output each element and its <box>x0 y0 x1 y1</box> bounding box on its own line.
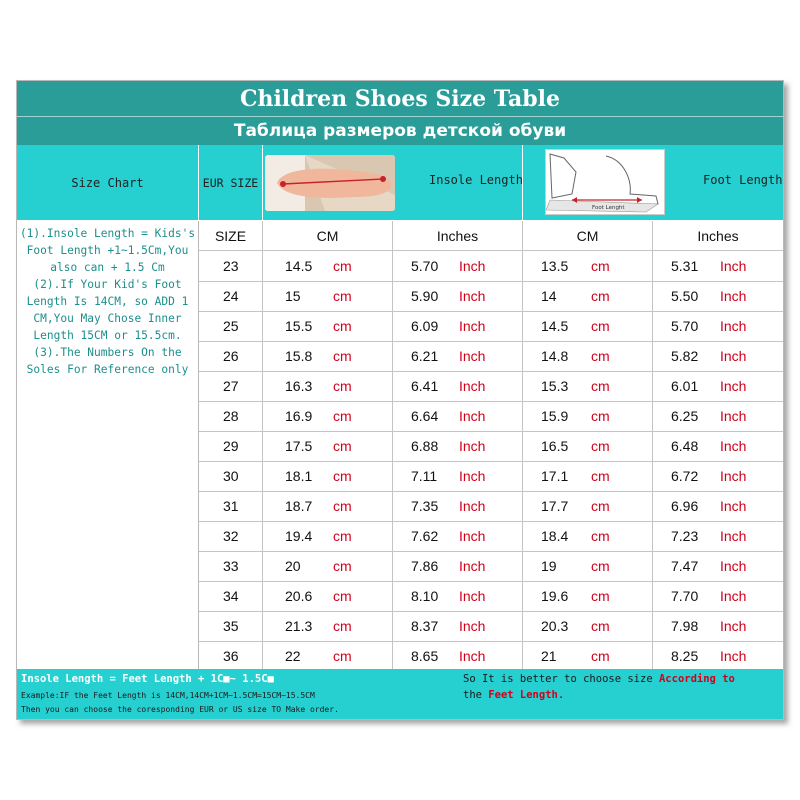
unit-inch-label: Inch <box>720 498 747 514</box>
cell-size <box>199 401 263 431</box>
advice-highlight-2: Feet Length <box>488 689 558 701</box>
value-insole-cm: 18.7 <box>285 498 313 514</box>
value-insole-cm: 20 <box>285 558 301 574</box>
value-foot-cm: 13.5 <box>541 258 569 274</box>
size-table <box>16 80 784 720</box>
unit-cm-label: cm <box>333 288 352 304</box>
cell-insole-cm <box>263 641 393 671</box>
title-english: Children Shoes Size Table <box>17 81 783 117</box>
unit-cm-label: cm <box>591 588 610 604</box>
cell-foot-cm <box>523 611 653 641</box>
value-size: 27 <box>223 378 239 394</box>
advice-prefix: So It is better to choose size <box>463 673 653 685</box>
unit-inch-label: Inch <box>459 378 486 394</box>
unit-inch-label: Inch <box>720 588 747 604</box>
cell-size <box>199 581 263 611</box>
value-insole-cm: 22 <box>285 648 301 664</box>
unit-cm-label: cm <box>591 258 610 274</box>
cell-insole-cm <box>263 251 393 281</box>
cell-foot-cm <box>523 431 653 461</box>
value-foot-in: 6.25 <box>671 408 699 424</box>
unit-cm-label: cm <box>333 378 352 394</box>
cell-size <box>199 521 263 551</box>
cell-foot-in <box>653 581 783 611</box>
cell-insole-cm <box>263 281 393 311</box>
value-foot-cm: 16.5 <box>541 438 569 454</box>
value-insole-in: 7.86 <box>411 558 439 574</box>
unit-inch-label: Inch <box>459 558 486 574</box>
unit-cm-label: cm <box>591 408 610 424</box>
cell-insole-cm <box>263 461 393 491</box>
cell-size <box>199 431 263 461</box>
footer-instruction: Then you can choose the coresponding EUR or US size TO Make order. <box>21 705 339 714</box>
value-foot-in: 8.25 <box>671 648 699 664</box>
note-1: (1).Insole Length = Kids's Foot Length +1~1.5Cm,You also can + 1.5 Cm <box>19 227 196 274</box>
cell-insole-in <box>393 521 523 551</box>
value-foot-cm: 15.3 <box>541 378 569 394</box>
unit-cm-label: cm <box>591 468 610 484</box>
value-insole-cm: 17.5 <box>285 438 313 454</box>
unit-inch-label: Inch <box>720 468 747 484</box>
table-row <box>199 551 783 582</box>
value-foot-in: 5.70 <box>671 318 699 334</box>
cell-foot-in <box>653 371 783 401</box>
cell-foot-cm <box>523 551 653 581</box>
unit-inch-label: Inch <box>459 468 486 484</box>
cell-insole-cm <box>263 551 393 581</box>
footer <box>17 669 783 719</box>
unit-cm-label: cm <box>333 558 352 574</box>
unit-inch-label: Inch <box>459 588 486 604</box>
unit-inch-label: Inch <box>459 348 486 364</box>
value-size: 34 <box>223 588 239 604</box>
table-row <box>199 401 783 432</box>
cell-insole-in <box>393 251 523 281</box>
unit-inch-label: Inch <box>459 498 486 514</box>
unit-cm-label: cm <box>591 318 610 334</box>
value-size: 25 <box>223 318 239 334</box>
unit-inch-label: Inch <box>720 528 747 544</box>
unit-inch-label: Inch <box>720 408 747 424</box>
col-foot-inches: Inches <box>653 221 783 251</box>
cell-size <box>199 251 263 281</box>
unit-cm-label: cm <box>591 438 610 454</box>
value-size: 33 <box>223 558 239 574</box>
cell-insole-in <box>393 281 523 311</box>
cell-foot-in <box>653 311 783 341</box>
value-foot-in: 7.47 <box>671 558 699 574</box>
cell-foot-cm <box>523 401 653 431</box>
value-foot-in: 7.23 <box>671 528 699 544</box>
value-insole-in: 5.70 <box>411 258 439 274</box>
cell-insole-cm <box>263 581 393 611</box>
table-row <box>199 581 783 612</box>
table-row <box>199 521 783 552</box>
cell-size <box>199 611 263 641</box>
unit-inch-label: Inch <box>459 258 486 274</box>
value-insole-cm: 15 <box>285 288 301 304</box>
cell-insole-in <box>393 461 523 491</box>
value-insole-cm: 14.5 <box>285 258 313 274</box>
cell-insole-in <box>393 491 523 521</box>
table-row <box>199 341 783 372</box>
cell-foot-in <box>653 611 783 641</box>
foot-image <box>545 149 665 215</box>
value-insole-in: 6.41 <box>411 378 439 394</box>
value-foot-cm: 20.3 <box>541 618 569 634</box>
value-insole-in: 7.35 <box>411 498 439 514</box>
value-foot-cm: 14 <box>541 288 557 304</box>
unit-inch-label: Inch <box>459 438 486 454</box>
cell-size <box>199 341 263 371</box>
value-insole-cm: 16.9 <box>285 408 313 424</box>
unit-inch-label: Inch <box>459 318 486 334</box>
unit-cm-label: cm <box>333 348 352 364</box>
table-row <box>199 641 783 672</box>
value-insole-in: 6.09 <box>411 318 439 334</box>
cell-foot-cm <box>523 641 653 671</box>
value-foot-cm: 19.6 <box>541 588 569 604</box>
value-insole-cm: 16.3 <box>285 378 313 394</box>
cell-insole-in <box>393 611 523 641</box>
value-foot-cm: 17.1 <box>541 468 569 484</box>
unit-cm-label: cm <box>591 288 610 304</box>
cell-foot-in <box>653 251 783 281</box>
header-foot <box>523 145 783 221</box>
cell-size <box>199 641 263 671</box>
cell-insole-cm <box>263 431 393 461</box>
value-foot-cm: 19 <box>541 558 557 574</box>
col-foot-cm: CM <box>523 221 653 251</box>
unit-inch-label: Inch <box>720 258 747 274</box>
cell-foot-in <box>653 461 783 491</box>
value-insole-cm: 21.3 <box>285 618 313 634</box>
value-insole-cm: 20.6 <box>285 588 313 604</box>
table-row <box>199 491 783 522</box>
unit-cm-label: cm <box>333 618 352 634</box>
unit-cm-label: cm <box>333 438 352 454</box>
col-insole-cm: CM <box>263 221 393 251</box>
advice-mid: the <box>463 689 482 701</box>
cell-foot-cm <box>523 521 653 551</box>
table-row <box>199 461 783 492</box>
cell-foot-in <box>653 341 783 371</box>
value-size: 36 <box>223 648 239 664</box>
unit-inch-label: Inch <box>720 648 747 664</box>
value-insole-cm: 19.4 <box>285 528 313 544</box>
unit-inch-label: Inch <box>459 288 486 304</box>
value-foot-in: 5.31 <box>671 258 699 274</box>
unit-inch-label: Inch <box>720 378 747 394</box>
note-3: (3).The Numbers On the Soles For Reference only <box>26 346 189 376</box>
unit-cm-label: cm <box>591 618 610 634</box>
value-size: 26 <box>223 348 239 364</box>
value-size: 23 <box>223 258 239 274</box>
unit-cm-label: cm <box>333 408 352 424</box>
value-insole-in: 6.64 <box>411 408 439 424</box>
cell-size <box>199 491 263 521</box>
table-row <box>199 281 783 312</box>
unit-inch-label: Inch <box>720 348 747 364</box>
footer-formula: Insole Length = Feet Length + 1C■~ 1.5C■ <box>21 673 274 685</box>
cell-insole-cm <box>263 521 393 551</box>
col-size: SIZE <box>199 221 263 251</box>
header-foot-length: Foot Length <box>703 173 783 187</box>
cell-foot-in <box>653 521 783 551</box>
footer-advice-line1 <box>463 673 735 685</box>
cell-insole-in <box>393 371 523 401</box>
cell-insole-cm <box>263 371 393 401</box>
value-foot-cm: 21 <box>541 648 557 664</box>
note-2: (2).If Your Kid's Foot Length Is 14CM, so ADD 1 CM,You May Chose Inner Length 15CM or 15.5cm. <box>26 278 189 342</box>
value-foot-in: 6.48 <box>671 438 699 454</box>
unit-inch-label: Inch <box>720 288 747 304</box>
cell-size <box>199 551 263 581</box>
value-foot-in: 6.96 <box>671 498 699 514</box>
unit-inch-label: Inch <box>459 408 486 424</box>
cell-insole-cm <box>263 491 393 521</box>
value-insole-in: 8.10 <box>411 588 439 604</box>
footer-example: Example:IF the Feet Length is 14CM,14CM+1CM~1.5CM=15CM~15.5CM <box>21 691 315 700</box>
value-insole-in: 8.37 <box>411 618 439 634</box>
cell-insole-in <box>393 581 523 611</box>
value-size: 31 <box>223 498 239 514</box>
unit-cm-label: cm <box>591 348 610 364</box>
cell-size <box>199 311 263 341</box>
value-size: 35 <box>223 618 239 634</box>
value-insole-cm: 15.5 <box>285 318 313 334</box>
value-size: 24 <box>223 288 239 304</box>
cell-insole-cm <box>263 341 393 371</box>
foot-image-caption: Foot Lenght <box>592 205 625 211</box>
cell-foot-cm <box>523 581 653 611</box>
cell-insole-cm <box>263 311 393 341</box>
value-foot-cm: 15.9 <box>541 408 569 424</box>
unit-inch-label: Inch <box>720 618 747 634</box>
value-foot-cm: 18.4 <box>541 528 569 544</box>
unit-cm-label: cm <box>591 528 610 544</box>
table-row <box>199 311 783 342</box>
size-grid <box>199 221 783 669</box>
value-insole-in: 5.90 <box>411 288 439 304</box>
unit-cm-label: cm <box>591 378 610 394</box>
value-foot-in: 5.82 <box>671 348 699 364</box>
cell-insole-in <box>393 641 523 671</box>
unit-inch-label: Inch <box>459 618 486 634</box>
unit-cm-label: cm <box>591 648 610 664</box>
col-insole-inches: Inches <box>393 221 523 251</box>
value-insole-in: 6.88 <box>411 438 439 454</box>
header-size-chart: Size Chart <box>17 145 199 221</box>
cell-foot-in <box>653 281 783 311</box>
footer-advice-line2 <box>463 689 564 701</box>
header-insole <box>263 145 523 221</box>
value-insole-in: 6.21 <box>411 348 439 364</box>
cell-foot-in <box>653 551 783 581</box>
cell-insole-in <box>393 341 523 371</box>
unit-inch-label: Inch <box>720 558 747 574</box>
notes-column <box>17 221 199 669</box>
table-row <box>199 431 783 462</box>
value-size: 29 <box>223 438 239 454</box>
unit-inch-label: Inch <box>459 528 486 544</box>
unit-cm-label: cm <box>333 258 352 274</box>
cell-foot-cm <box>523 491 653 521</box>
value-size: 28 <box>223 408 239 424</box>
cell-insole-cm <box>263 611 393 641</box>
cell-foot-cm <box>523 461 653 491</box>
cell-size <box>199 371 263 401</box>
unit-cm-label: cm <box>591 558 610 574</box>
unit-cm-label: cm <box>333 468 352 484</box>
value-size: 30 <box>223 468 239 484</box>
value-foot-in: 7.98 <box>671 618 699 634</box>
table-row <box>199 251 783 282</box>
cell-foot-cm <box>523 251 653 281</box>
unit-cm-label: cm <box>333 588 352 604</box>
value-insole-cm: 18.1 <box>285 468 313 484</box>
unit-inch-label: Inch <box>720 438 747 454</box>
cell-size <box>199 281 263 311</box>
cell-insole-in <box>393 311 523 341</box>
title-russian: Таблица размеров детской обуви <box>17 117 783 145</box>
header-insole-length: Insole Length <box>429 173 523 187</box>
value-foot-cm: 14.5 <box>541 318 569 334</box>
cell-foot-in <box>653 401 783 431</box>
value-insole-cm: 15.8 <box>285 348 313 364</box>
value-foot-in: 6.01 <box>671 378 699 394</box>
table-row <box>199 611 783 642</box>
cell-insole-in <box>393 551 523 581</box>
value-size: 32 <box>223 528 239 544</box>
cell-foot-in <box>653 491 783 521</box>
cell-insole-in <box>393 431 523 461</box>
unit-cm-label: cm <box>333 528 352 544</box>
cell-foot-in <box>653 641 783 671</box>
cell-insole-in <box>393 401 523 431</box>
cell-size <box>199 461 263 491</box>
value-insole-in: 7.11 <box>411 468 438 484</box>
cell-foot-cm <box>523 371 653 401</box>
cell-foot-in <box>653 431 783 461</box>
unit-cm-label: cm <box>333 498 352 514</box>
value-foot-cm: 17.7 <box>541 498 569 514</box>
cell-foot-cm <box>523 311 653 341</box>
value-foot-in: 6.72 <box>671 468 699 484</box>
cell-foot-cm <box>523 341 653 371</box>
unit-cm-label: cm <box>333 648 352 664</box>
cell-insole-cm <box>263 401 393 431</box>
value-foot-in: 5.50 <box>671 288 699 304</box>
insole-image <box>265 155 395 211</box>
advice-highlight-1: According to <box>658 673 735 685</box>
value-foot-cm: 14.8 <box>541 348 569 364</box>
table-row <box>199 371 783 402</box>
unit-inch-label: Inch <box>720 318 747 334</box>
cell-foot-cm <box>523 281 653 311</box>
unit-inch-label: Inch <box>459 648 486 664</box>
unit-cm-label: cm <box>333 318 352 334</box>
value-insole-in: 8.65 <box>411 648 439 664</box>
unit-cm-label: cm <box>591 498 610 514</box>
advice-suffix: . <box>557 689 565 701</box>
value-insole-in: 7.62 <box>411 528 439 544</box>
header-eur-size: EUR SIZE <box>199 145 263 221</box>
value-foot-in: 7.70 <box>671 588 699 604</box>
